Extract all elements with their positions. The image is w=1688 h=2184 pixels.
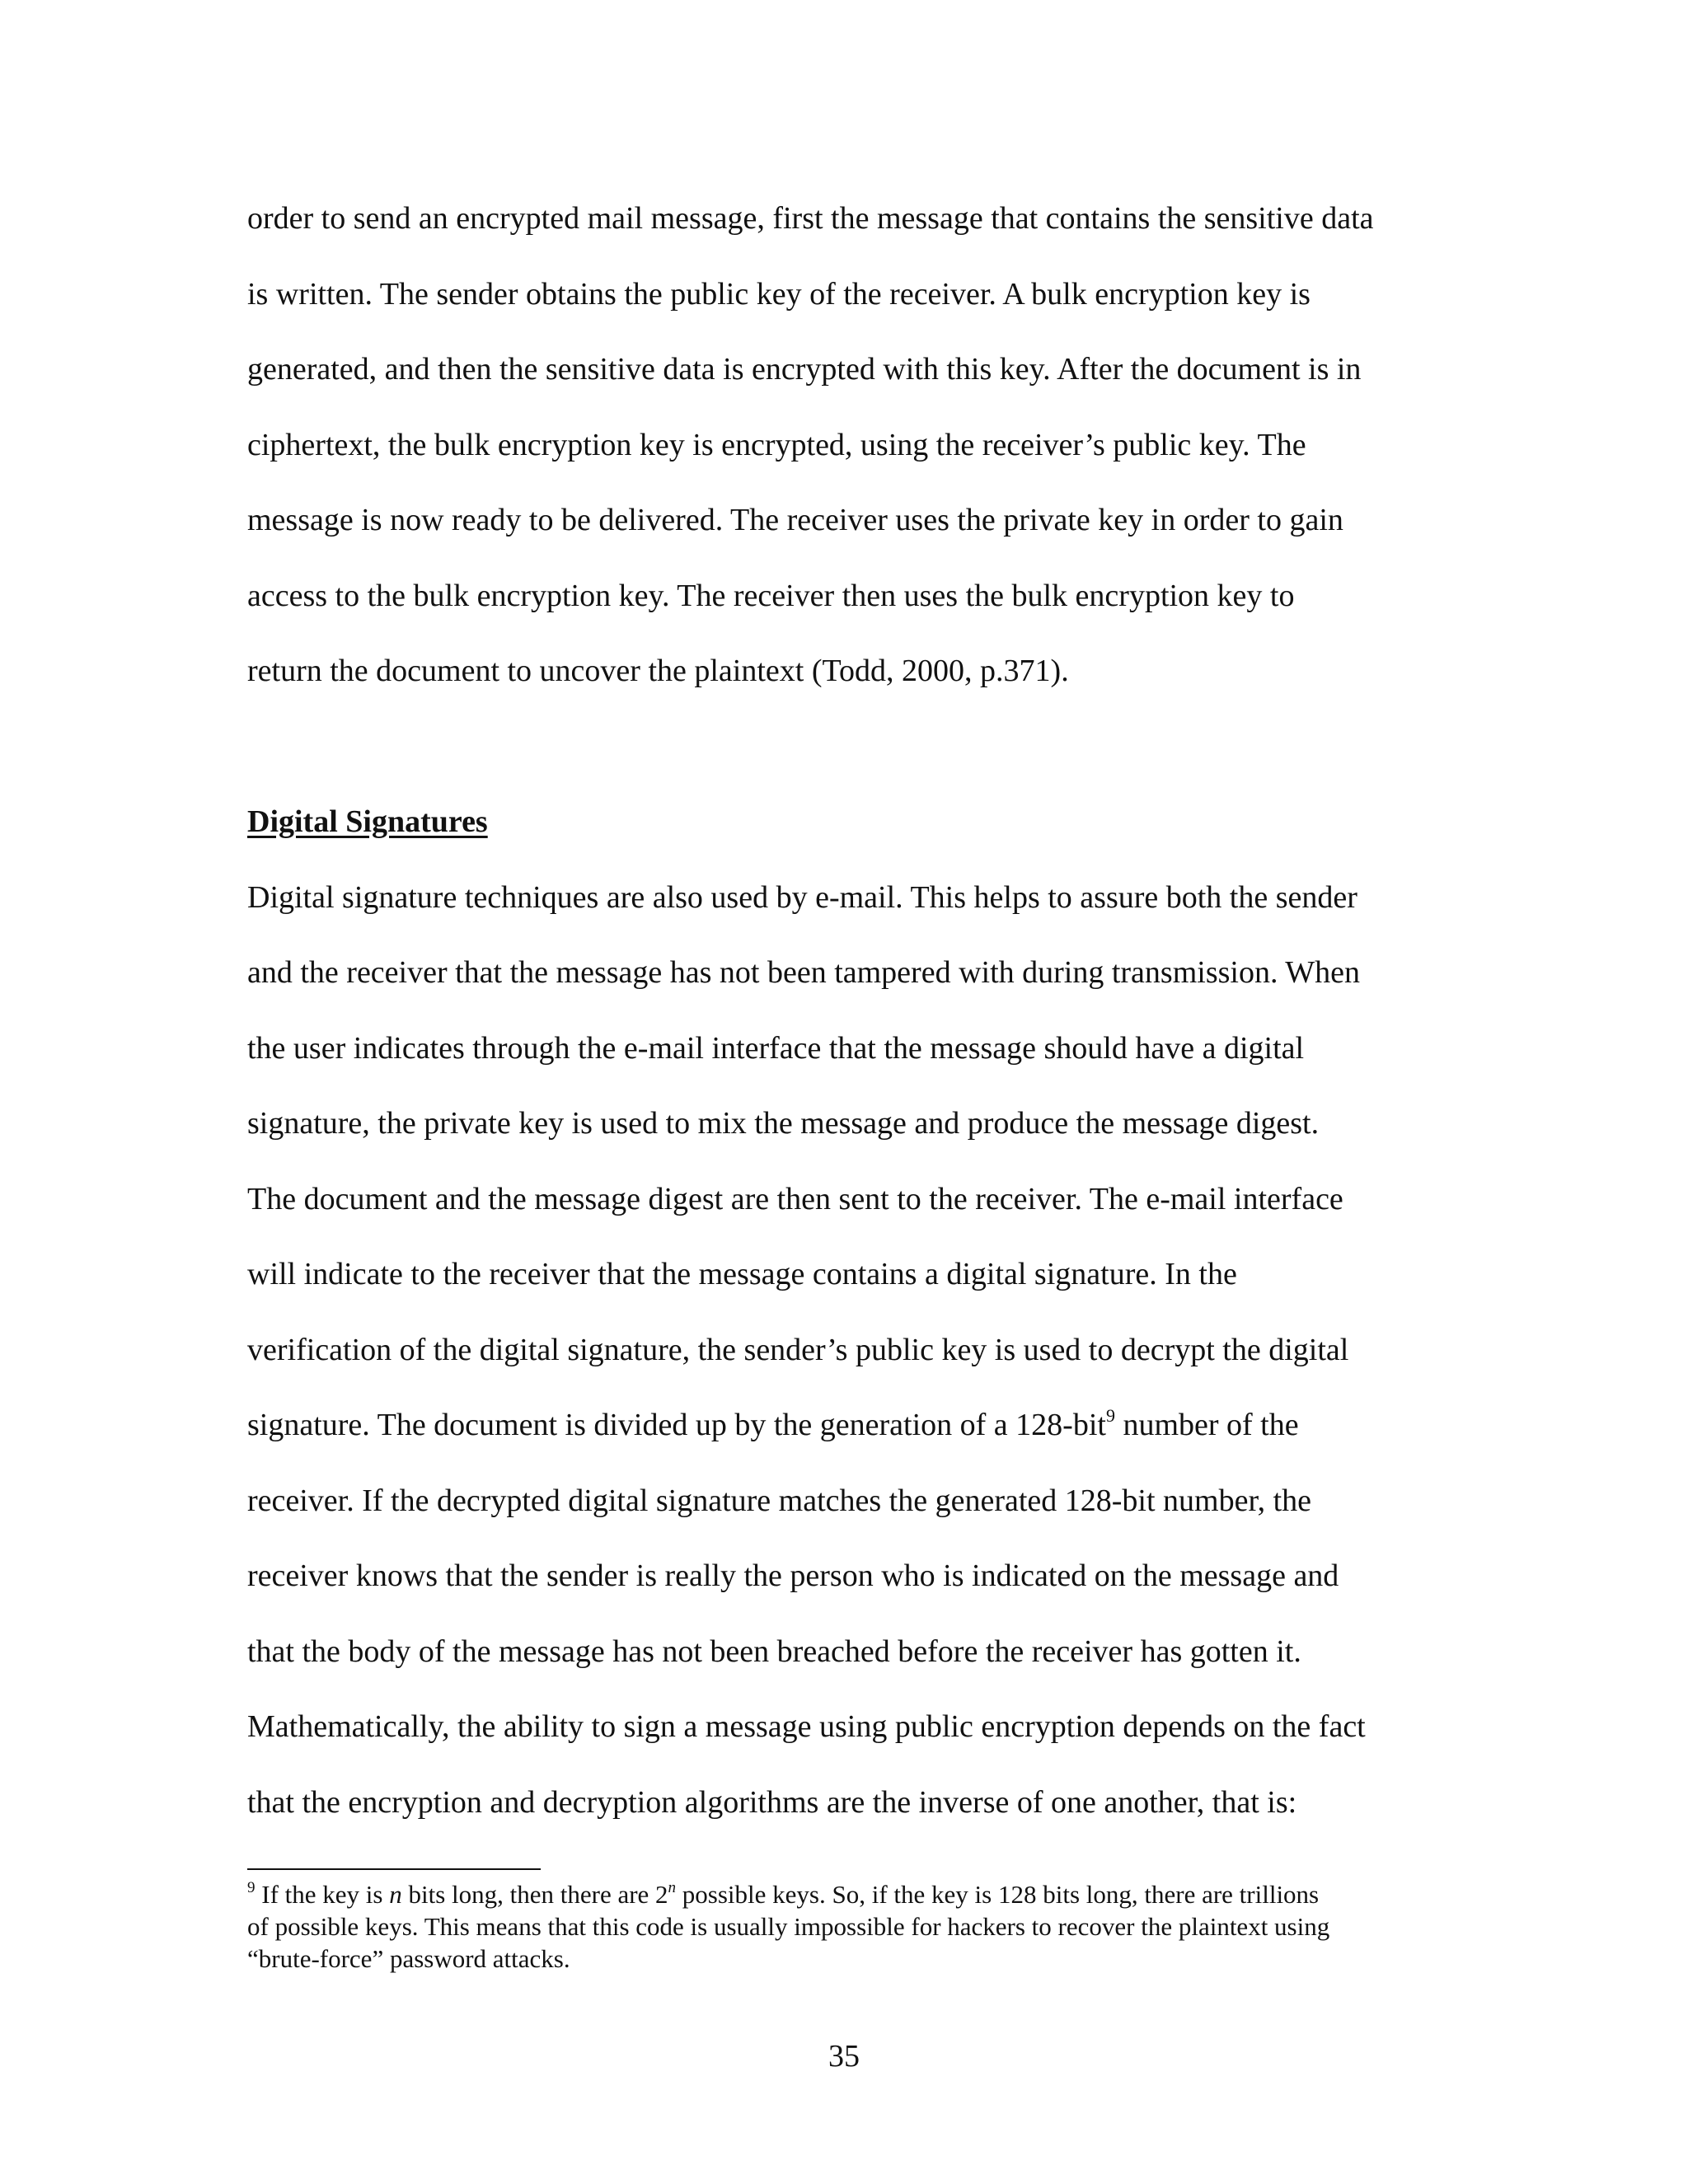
paragraph-1-line-7: return the document to uncover the plaintext (Todd, 2000, p.371).	[247, 654, 1069, 688]
footnote-variable: n	[389, 1880, 402, 1909]
footnote-separator	[247, 1868, 541, 1870]
footnote-line-1	[247, 1879, 1320, 1909]
page-number: 35	[828, 2039, 860, 2074]
footnote-text-b: bits long, then there are 2	[401, 1880, 668, 1909]
paragraph-1-line-3: generated, and then the sensitive data is encrypted with this key. After the document is in	[247, 352, 1362, 387]
footnote-text-a: If the key is	[255, 1880, 390, 1909]
paragraph-2-line-5: The document and the message digest are then sent to the receiver. The e-mail interface	[247, 1182, 1343, 1216]
paragraph-2-line-8	[247, 1405, 1299, 1442]
paragraph-2-line-13: that the encryption and decryption algorithms are the inverse of one another, that is:	[247, 1785, 1297, 1820]
footnote-reference-marker[interactable]: 9	[1105, 1405, 1115, 1426]
paragraph-2-line-4: signature, the private key is used to mix the message and produce the message digest.	[247, 1106, 1320, 1141]
paragraph-2-line-7: verification of the digital signature, the sender’s public key is used to decrypt the digital	[247, 1333, 1349, 1367]
paragraph-1-line-6: access to the bulk encryption key. The receiver then uses the bulk encryption key to	[247, 579, 1295, 613]
paragraph-2-line-10: receiver knows that the sender is really the person who is indicated on the message and	[247, 1558, 1339, 1593]
footnote-line-3: “brute-force” password attacks.	[247, 1944, 570, 1973]
footnote-marker: 9	[247, 1879, 256, 1896]
footnote-exponent: n	[668, 1879, 677, 1896]
line-text-before-footnote: signature. The document is divided up by the generation of a 128-bit	[247, 1408, 1106, 1442]
paragraph-2-line-1: Digital signature techniques are also used by e-mail. This helps to assure both the sender	[247, 880, 1357, 915]
paragraph-2-line-11: that the body of the message has not been breached before the receiver has gotten it.	[247, 1634, 1301, 1669]
paragraph-1-line-2: is written. The sender obtains the public key of the receiver. A bulk encryption key is	[247, 277, 1311, 312]
section-heading: Digital Signatures	[247, 804, 488, 839]
paragraph-1-line-5: message is now ready to be delivered. The receiver uses the private key in order to gain	[247, 503, 1343, 537]
paragraph-1-line-4: ciphertext, the bulk encryption key is encrypted, using the receiver’s public key. The	[247, 428, 1306, 462]
paragraph-2-line-3: the user indicates through the e-mail interface that the message should have a digital	[247, 1031, 1305, 1066]
paragraph-2-line-9: receiver. If the decrypted digital signature matches the generated 128-bit number, the	[247, 1483, 1312, 1518]
line-text-after-footnote: number of the	[1114, 1408, 1299, 1442]
paragraph-2-line-2: and the receiver that the message has not been tampered with during transmission. When	[247, 955, 1361, 990]
paragraph-1-line-1: order to send an encrypted mail message, first the message that contains the sensitive data	[247, 201, 1374, 236]
footnote-line-2: of possible keys. This means that this code is usually impossible for hackers to recover the plaintext using	[247, 1912, 1330, 1941]
paragraph-2-line-12: Mathematically, the ability to sign a message using public encryption depends on the fact	[247, 1709, 1366, 1744]
paragraph-2-line-6: will indicate to the receiver that the message contains a digital signature. In the	[247, 1257, 1237, 1291]
footnote-text-c: possible keys. So, if the key is 128 bits long, there are trillions	[676, 1880, 1320, 1909]
